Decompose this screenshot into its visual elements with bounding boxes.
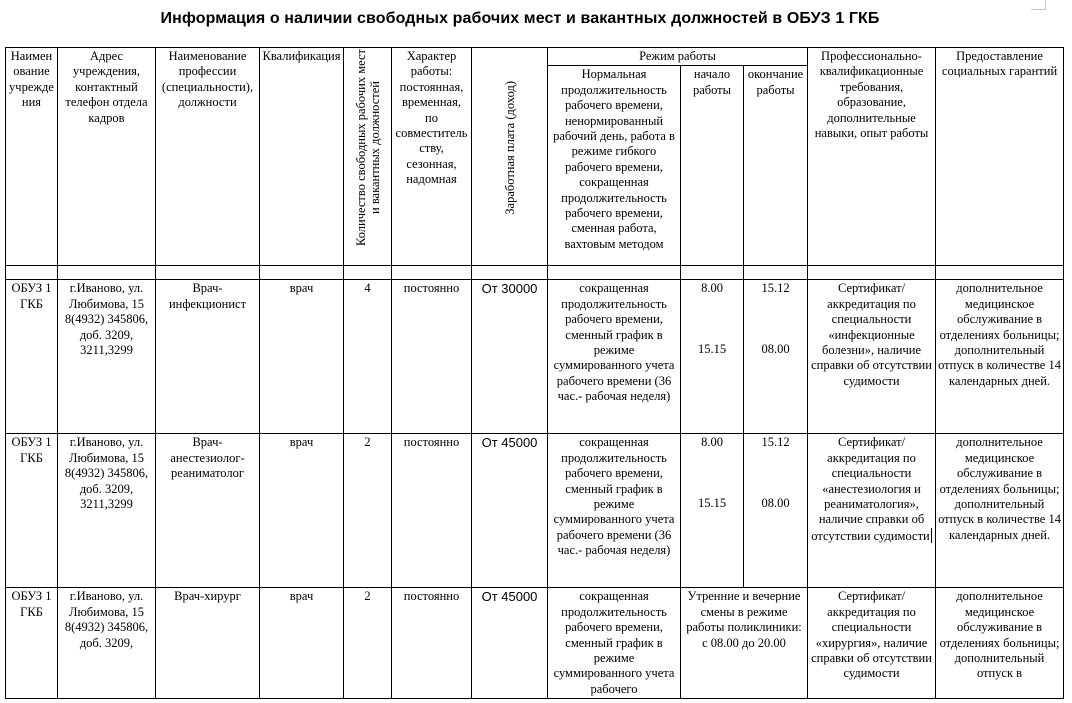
cell-salary: От 45000 bbox=[472, 588, 548, 699]
cell-address: г.Иваново, ул. Любимова, 15 8(4932) 345806, доб. 3209, bbox=[58, 588, 156, 699]
header-salary-cell bbox=[472, 48, 548, 266]
cell-requirements: Сертификат/ аккредитация по специальности «инфекционные болезни», наличие справки об отсутствии судимости bbox=[808, 280, 936, 434]
cell-profession: Врач-анестезиолог-реаниматолог bbox=[156, 434, 260, 588]
start-time-1: 8.00 bbox=[701, 281, 723, 296]
table-row bbox=[6, 588, 1064, 699]
cell-address: г.Иваново, ул. Любимова, 15 8(4932) 345806, доб. 3209, 3211,3299 bbox=[58, 434, 156, 588]
header-work-type: Характер работы: постоянная, временная, по совместительству, сезонная, надомная bbox=[392, 48, 472, 266]
cell-address: г.Иваново, ул. Любимова, 15 8(4932) 345806, доб. 3209, 3211,3299 bbox=[58, 280, 156, 434]
cell-work-type: постоянно bbox=[392, 280, 472, 434]
cell-profession: Врач-инфекционист bbox=[156, 280, 260, 434]
header-address: Адрес учреждения, контактный телефон отдела кадров bbox=[58, 48, 156, 266]
cell-salary: От 30000 bbox=[472, 280, 548, 434]
cell-shift-schedule: Утренние и вечерние смены в режиме работы поликлиники: с 08.00 до 20.00 bbox=[681, 588, 808, 699]
cell-duration: сокращенная продолжительность рабочего времени, сменный график в режиме суммированного учета рабочего bbox=[548, 588, 681, 699]
text-cursor bbox=[931, 528, 932, 543]
end-time-2: 08.00 bbox=[761, 496, 790, 510]
cell-salary: От 45000 bbox=[472, 434, 548, 588]
header-profession: Наименование профессии (специальности), должности bbox=[156, 48, 260, 266]
header-end: окончание работы bbox=[744, 66, 808, 266]
header-qualification: Квалификация bbox=[260, 48, 344, 266]
cell-duration: сокращенная продолжительность рабочего времени, сменный график в режиме суммированного учета рабочего времени (36 час.- рабочая неделя) bbox=[548, 280, 681, 434]
cell-count: 2 bbox=[344, 588, 392, 699]
cell-guarantees: дополнительное медицинское обслуживание в отделениях больницы; дополнительный отпуск в количестве 14 календарных дней. bbox=[936, 280, 1064, 434]
header-count-cell bbox=[344, 48, 392, 266]
empty-row bbox=[6, 266, 1064, 280]
cell-requirements: Сертификат/ аккредитация по специальности «хирургия», наличие справки об отсутствии судимости bbox=[808, 588, 936, 699]
cell-count: 2 bbox=[344, 434, 392, 588]
header-requirements: Профессионально-квалификационные требования, образование, дополнительные навыки, опыт работы bbox=[808, 48, 936, 266]
start-time-1: 8.00 bbox=[701, 435, 723, 450]
cell-work-type: постоянно bbox=[392, 434, 472, 588]
header-duration: Нормальная продолжительность рабочего времени, ненормированный рабочий день, работа в режиме гибкого рабочего времени, сокращенная продолжительность рабочего времени, сменная работа, вахтовым методом bbox=[548, 66, 681, 266]
cell-start bbox=[681, 434, 744, 588]
table-row bbox=[6, 434, 1064, 588]
cell-institution: ОБУЗ 1 ГКБ bbox=[6, 588, 58, 699]
vacancies-table bbox=[5, 47, 1064, 699]
header-count: Количество свободных рабочих мест и вакантных должностей bbox=[353, 49, 382, 247]
cell-guarantees: дополнительное медицинское обслуживание в отделениях больницы; дополнительный отпуск в bbox=[936, 588, 1064, 699]
end-time-1: 15.12 bbox=[761, 435, 790, 450]
cell-institution: ОБУЗ 1 ГКБ bbox=[6, 434, 58, 588]
header-row bbox=[6, 48, 1064, 66]
start-time-2: 15.15 bbox=[697, 342, 727, 356]
cell-duration: сокращенная продолжительность рабочего времени, сменный график в режиме суммированного учета рабочего времени (36 час.- рабочая неделя) bbox=[548, 434, 681, 588]
cell-end bbox=[744, 280, 808, 434]
document-title: Информация о наличии свободных рабочих мест и вакантных должностей в ОБУЗ 1 ГКБ bbox=[160, 10, 880, 27]
cell-count: 4 bbox=[344, 280, 392, 434]
cell-start bbox=[681, 280, 744, 434]
cell-qualification: врач bbox=[260, 280, 344, 434]
cell-profession: Врач-хирург bbox=[156, 588, 260, 699]
table-row bbox=[6, 280, 1064, 434]
cell-work-type: постоянно bbox=[392, 588, 472, 699]
header-schedule: Режим работы bbox=[548, 48, 808, 66]
header-guarantees: Предоставление социальных гарантий bbox=[936, 48, 1064, 266]
cell-qualification: врач bbox=[260, 588, 344, 699]
header-salary: Заработная плата (доход) bbox=[502, 81, 517, 215]
requirements-text: Сертификат/ аккредитация по специальности «анестезиология и реаниматология», наличие справки об отсутствии судимости bbox=[811, 435, 930, 543]
start-time-2: 15.15 bbox=[697, 496, 727, 510]
cell-qualification: врач bbox=[260, 434, 344, 588]
cell-institution: ОБУЗ 1 ГКБ bbox=[6, 280, 58, 434]
cell-guarantees: дополнительное медицинское обслуживание в отделениях больницы; дополнительный отпуск в количестве 14 календарных дней. bbox=[936, 434, 1064, 588]
cell-end bbox=[744, 434, 808, 588]
cell-requirements[interactable] bbox=[808, 434, 936, 588]
page-corner-mark bbox=[1031, 0, 1046, 10]
header-start: начало работы bbox=[681, 66, 744, 266]
end-time-2: 08.00 bbox=[761, 342, 790, 356]
end-time-1: 15.12 bbox=[761, 281, 790, 296]
header-institution: Наименование учреждения bbox=[6, 48, 58, 266]
